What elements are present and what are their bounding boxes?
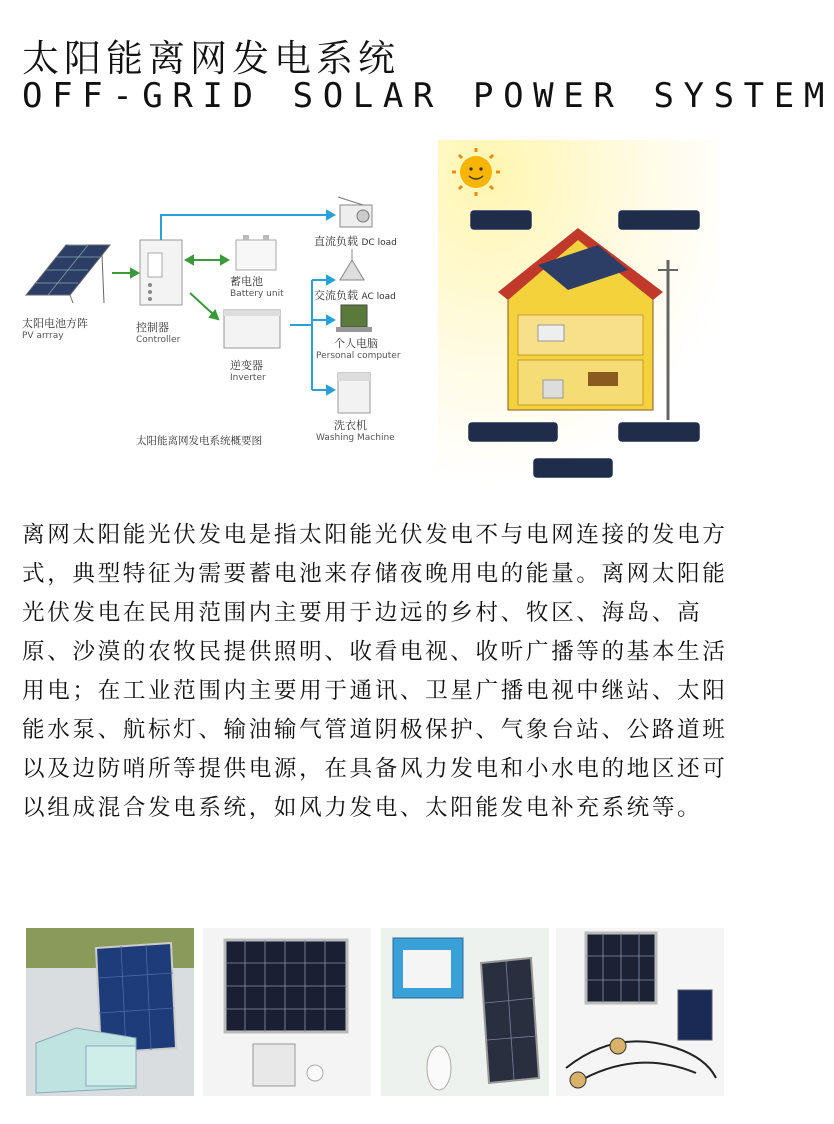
pv-array-label: 太阳电池方阵 PV arrray xyxy=(22,317,88,341)
product-photo-1 xyxy=(26,928,194,1096)
callout-electricity-grid xyxy=(618,210,700,230)
dc-load-label: 直流负载 DC load xyxy=(314,235,397,248)
computer-icon xyxy=(336,305,372,332)
pv-panel-icon xyxy=(26,245,110,303)
callout-solar-panel xyxy=(470,210,532,230)
product-photo-2 xyxy=(203,928,371,1096)
page-title-cn: 太阳能离网发电系统 xyxy=(22,37,400,80)
callout-electricity-meter xyxy=(468,422,558,442)
diagram-caption: 太阳能离网发电系统概要图 xyxy=(136,435,262,447)
controller-icon xyxy=(140,240,182,305)
battery-icon xyxy=(236,235,276,270)
product-photo-3 xyxy=(381,928,549,1096)
washer-label: 洗衣机 Washing Machine xyxy=(316,419,395,443)
callout-inverter xyxy=(533,458,613,478)
body-paragraph: 离网太阳能光伏发电是指太阳能光伏发电不与电网连接的发电方式，典型特征为需要蓄电池来存储夜晚用电的能量。离网太阳能光伏发电在民用范围内主要用于边远的乡村、牧区、海岛、高原、沙漠的农牧民提供照明、收看电视、收听广播等的基本生活用电；在工业范围内主要用于通讯、卫星广播电视中继站、太阳能水泵、航标灯、输油输气管道阴极保护、气象台站、公路道班以及边防哨所等提供电源，在具备风力发电和小水电的地区还可以组成混合发电系统，如风力发电、太阳能发电补充系统等。 xyxy=(22,522,728,821)
page-title-en: OFF-GRID SOLAR POWER SYSTEM xyxy=(22,76,834,116)
controller-label: 控制器 Controller xyxy=(136,321,181,345)
house-illustration xyxy=(438,140,718,485)
washing-machine-icon xyxy=(338,373,370,413)
pc-label: 个人电脑 Personal computer xyxy=(316,337,401,361)
battery-label: 蓄电池 Battery unit xyxy=(230,275,284,299)
product-photo-4 xyxy=(556,928,724,1096)
inverter-label: 逆变器 Inverter xyxy=(230,359,266,383)
product-photo-row xyxy=(26,928,724,1096)
ac-load-label: 交流负载 AC load xyxy=(314,289,396,302)
system-diagram xyxy=(18,185,418,470)
callout-distribution-panel xyxy=(618,422,700,442)
inverter-icon xyxy=(224,310,280,348)
lamp-icon xyxy=(340,249,364,280)
radio-icon xyxy=(338,197,372,227)
